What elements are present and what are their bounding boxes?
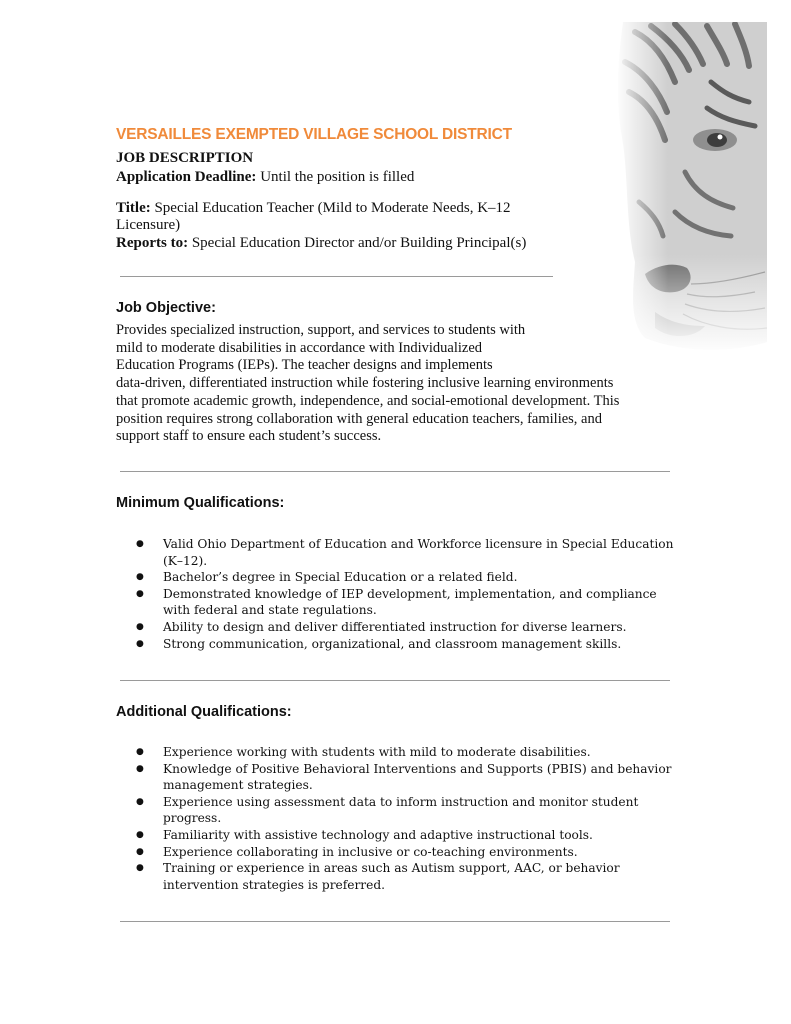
objective-line: support staff to ensure each student’s success.: [116, 428, 382, 445]
list-item: ● Ability to design and deliver differentiated instruction for diverse learners.: [136, 619, 676, 636]
job-title: [116, 200, 536, 234]
divider-1: [120, 276, 553, 277]
objective-line: position requires strong collaboration with general education teachers, families, and: [116, 410, 602, 427]
list-item: ● Experience working with students with mild to moderate disabilities.: [136, 744, 676, 761]
minimum-qualifications-list: [136, 536, 676, 652]
title-value: Special Education Teacher (Mild to Moderate Needs, K–12 Licensure): [116, 200, 511, 233]
divider-3: [120, 680, 670, 681]
objective-heading: Job Objective:: [116, 300, 216, 316]
objective-text: [116, 322, 661, 446]
additional-qualifications-heading: Additional Qualifications:: [116, 704, 292, 720]
list-item: ● Familiarity with assistive technology and adaptive instructional tools.: [136, 827, 676, 844]
reports-to: [116, 235, 526, 252]
document-type: JOB DESCRIPTION: [116, 150, 254, 166]
list-item: ● Strong communication, organizational, and classroom management skills.: [136, 636, 676, 653]
deadline-value: Until the position is filled: [256, 169, 415, 185]
divider-2: [120, 471, 670, 472]
objective-line: Education Programs (IEPs). The teacher designs and implements: [116, 357, 493, 374]
list-item: ● Knowledge of Positive Behavioral Interventions and Supports (PBIS) and behavior management strategies.: [136, 761, 676, 794]
objective-line: Provides specialized instruction, support, and services to students with: [116, 322, 526, 338]
tiger-watermark-image: [615, 22, 767, 354]
reports-label: Reports to:: [116, 235, 189, 251]
list-item: ● Valid Ohio Department of Education and Workforce licensure in Special Education (K–12).: [136, 536, 676, 569]
divider-4: [120, 921, 670, 922]
list-item: ● Experience collaborating in inclusive or co-teaching environments.: [136, 844, 676, 861]
objective-line: mild to moderate disabilities in accordance with Individualized: [116, 339, 483, 356]
objective-line: data-driven, differentiated instruction while fostering inclusive learning environments: [116, 375, 614, 392]
list-item: ● Bachelor’s degree in Special Education or a related field.: [136, 569, 676, 586]
list-item: ● Training or experience in areas such as Autism support, AAC, or behavior intervention strategies is preferred.: [136, 860, 676, 893]
title-label: Title:: [116, 200, 151, 216]
objective-line: that promote academic growth, independence, and social-emotional development. This: [116, 392, 620, 409]
list-item: ● Demonstrated knowledge of IEP development, implementation, and compliance with federal and state regulations.: [136, 586, 676, 619]
deadline-label: Application Deadline:: [116, 169, 257, 185]
list-item: ● Experience using assessment data to inform instruction and monitor student progress.: [136, 794, 676, 827]
application-deadline: [116, 169, 414, 186]
district-name: VERSAILLES EXEMPTED VILLAGE SCHOOL DISTRICT: [116, 126, 512, 143]
reports-value: Special Education Director and/or Building Principal(s): [188, 235, 527, 251]
minimum-qualifications-heading: Minimum Qualifications:: [116, 495, 285, 511]
additional-qualifications-list: [136, 744, 676, 893]
